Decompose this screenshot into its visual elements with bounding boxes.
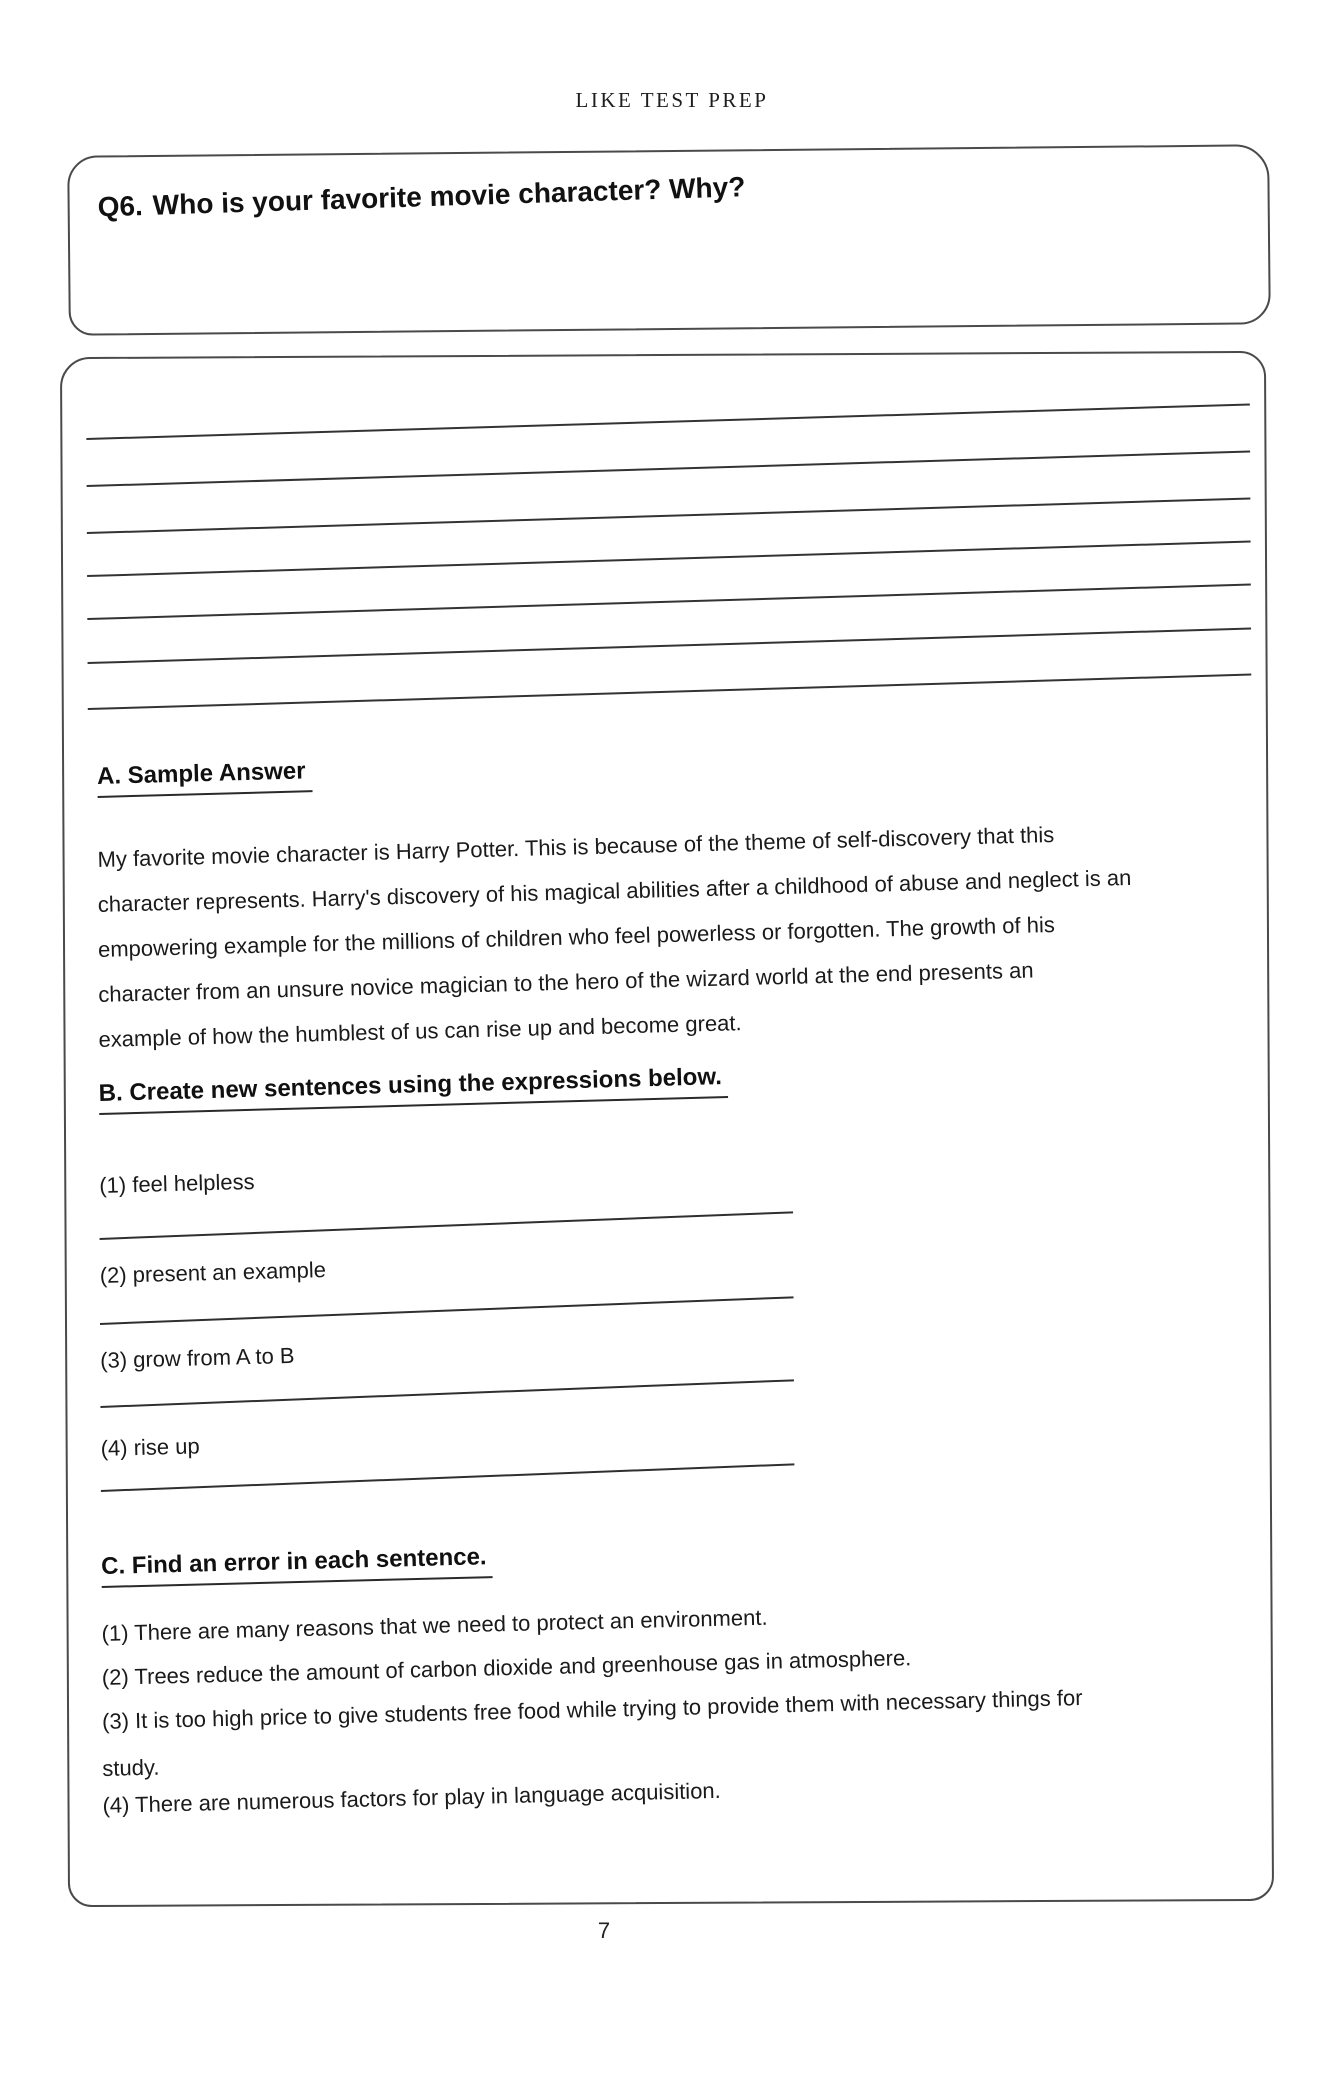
expression-label: (3) grow from A to B [99, 1342, 295, 1373]
question-text: Who is your favorite movie character? Why? [152, 171, 746, 221]
sample-answer-line: character from an unsure novice magician to the hero of the wizard world at the end presents an [97, 957, 1034, 1007]
page-header: LIKE TEST PREP [575, 88, 769, 112]
answer-line [87, 450, 1251, 487]
page-number: 7 [597, 1918, 611, 1943]
question-title [97, 171, 746, 223]
question-number: Q6. [97, 190, 144, 223]
section-b-heading: B. Create new sentences using the expressions below. [98, 1063, 728, 1115]
worksheet-box [60, 351, 1274, 1907]
sample-answer-line: character represents. Harry's discovery of his magical abilities after a childhood of abuse and neglect is an [97, 864, 1132, 917]
expression-label: (1) feel helpless [98, 1168, 255, 1198]
sample-answer-line: example of how the humblest of us can rise up and become great. [98, 1010, 742, 1052]
answer-line [88, 627, 1252, 664]
error-sentence-line: (2) Trees reduce the amount of carbon dioxide and greenhouse gas in atmosphere. [101, 1645, 912, 1690]
answer-line [86, 403, 1250, 440]
error-sentence-line: (3) It is too high price to give students free food while trying to provide them with necessary things for [101, 1685, 1083, 1734]
expression-blank-line [100, 1296, 794, 1325]
answer-line [87, 497, 1251, 534]
sample-answer-line: empowering example for the millions of children who feel powerless or forgotten. The growth of his [97, 911, 1056, 962]
expression-label: (4) rise up [100, 1433, 200, 1461]
answer-line [87, 583, 1251, 620]
sample-answer-line: My favorite movie character is Harry Potter. This is because of the theme of self-discovery that this [97, 821, 1055, 872]
section-c-heading: C. Find an error in each sentence. [101, 1543, 493, 1588]
answer-line [88, 673, 1252, 710]
question-box [67, 144, 1271, 336]
error-sentence-line: (4) There are numerous factors for play in language acquisition. [102, 1777, 722, 1818]
answer-line [87, 540, 1251, 577]
section-a-heading: A. Sample Answer [97, 757, 312, 798]
error-sentence-line: (1) There are many reasons that we need to protect an environment. [101, 1604, 768, 1646]
expression-blank-line [101, 1463, 795, 1492]
error-sentence-line: study. [102, 1754, 160, 1781]
expression-blank-line [100, 1211, 794, 1240]
expression-label: (2) present an example [99, 1257, 327, 1288]
expression-blank-line [100, 1379, 794, 1408]
